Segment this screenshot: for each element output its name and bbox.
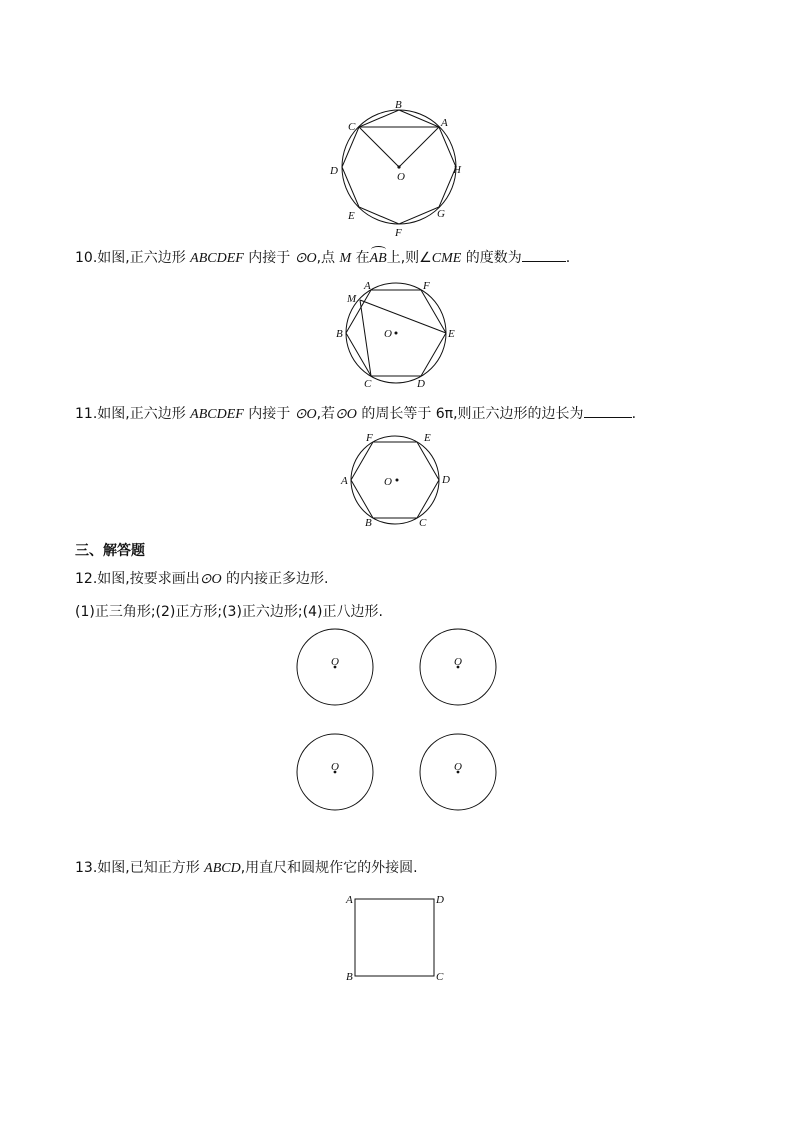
label-d: D xyxy=(442,474,450,486)
hexagon-figure-q10 xyxy=(333,278,463,393)
label-a: A xyxy=(364,280,371,292)
label-g: G xyxy=(437,208,445,220)
q10-text-6: 的度数为 xyxy=(461,250,522,266)
center-label: O xyxy=(454,656,462,668)
label-o: O xyxy=(384,476,392,488)
question-12-line-1 xyxy=(75,569,328,590)
q12-circle: ⊙O xyxy=(199,572,222,587)
q12-text-b: 的内接正多边形. xyxy=(221,571,329,587)
q11-circle: ⊙O xyxy=(294,407,317,422)
q10-arc: AB xyxy=(370,249,387,269)
label-d: D xyxy=(436,894,444,906)
label-o: O xyxy=(397,171,405,183)
octagon-figure xyxy=(325,95,470,240)
label-c: C xyxy=(419,517,427,529)
center-label: O xyxy=(331,761,339,773)
q11-end: . xyxy=(631,406,637,422)
q10-text-3: ,点 xyxy=(316,250,340,266)
label-c: C xyxy=(436,971,444,983)
q13-text-a: 13.如图,已知正方形 xyxy=(75,860,205,876)
label-a: A xyxy=(341,475,348,487)
label-e: E xyxy=(348,210,355,222)
q10-angle: CME xyxy=(431,251,462,266)
q10-text-5: 上,则∠ xyxy=(386,250,432,266)
q11-number: 11. xyxy=(75,406,98,422)
center-label: O xyxy=(454,761,462,773)
q10-text-2: 内接于 xyxy=(243,250,295,266)
question-13 xyxy=(75,858,418,879)
q10-text-4: 在 xyxy=(351,250,370,266)
label-b: B xyxy=(365,517,372,529)
q11-text-2: 内接于 xyxy=(243,406,295,422)
question-12-line-2: (1)正三角形;(2)正方形;(3)正六边形;(4)正八边形. xyxy=(75,604,383,620)
label-c: C xyxy=(348,121,356,133)
circle-figure-4[interactable] xyxy=(417,731,499,813)
answer-blank[interactable] xyxy=(584,403,632,418)
q11-polygon: ABCDEF xyxy=(190,407,244,422)
label-f: F xyxy=(395,227,402,239)
q11-circle-2: ⊙O xyxy=(335,407,357,422)
q10-text-1: 如图,正六边形 xyxy=(97,250,191,266)
q10-point: M xyxy=(339,251,352,266)
q11-text-1: 如图,正六边形 xyxy=(97,406,191,422)
q10-polygon: ABCDEF xyxy=(190,251,244,266)
q10-number: 10. xyxy=(75,250,98,266)
section-heading: 三、解答题 xyxy=(75,543,145,559)
label-d: D xyxy=(330,165,338,177)
q13-text-b: ,用直尺和圆规作它的外接圆. xyxy=(240,860,418,876)
label-b: B xyxy=(395,99,402,111)
label-f: F xyxy=(423,280,430,292)
circle-figure-3[interactable] xyxy=(294,731,376,813)
q10-circle: ⊙O xyxy=(294,251,317,266)
label-a: A xyxy=(441,117,448,129)
q13-square: ABCD xyxy=(204,861,241,876)
label-d: D xyxy=(417,378,425,390)
question-10 xyxy=(75,247,570,269)
label-c: C xyxy=(364,378,372,390)
label-h: H xyxy=(453,164,461,176)
label-e: E xyxy=(424,432,431,444)
circle-figure-1[interactable] xyxy=(294,626,376,708)
label-b: B xyxy=(346,971,353,983)
q11-text-4: 的周长等于 6π,则正六边形的边长为 xyxy=(356,406,584,422)
q11-text-3: ,若 xyxy=(316,406,336,422)
label-f: F xyxy=(366,432,373,444)
q12-text-a: 12.如图,按要求画出 xyxy=(75,571,200,587)
square-figure[interactable] xyxy=(342,890,452,985)
label-a: A xyxy=(346,894,353,906)
answer-blank[interactable] xyxy=(522,247,566,262)
label-m: M xyxy=(347,293,357,305)
label-o: O xyxy=(384,328,392,340)
q10-end: . xyxy=(565,250,571,266)
label-e: E xyxy=(448,328,455,340)
hexagon-figure-q11 xyxy=(338,430,458,530)
center-label: O xyxy=(331,656,339,668)
label-b: B xyxy=(336,328,343,340)
question-11 xyxy=(75,403,636,425)
circle-figure-2[interactable] xyxy=(417,626,499,708)
